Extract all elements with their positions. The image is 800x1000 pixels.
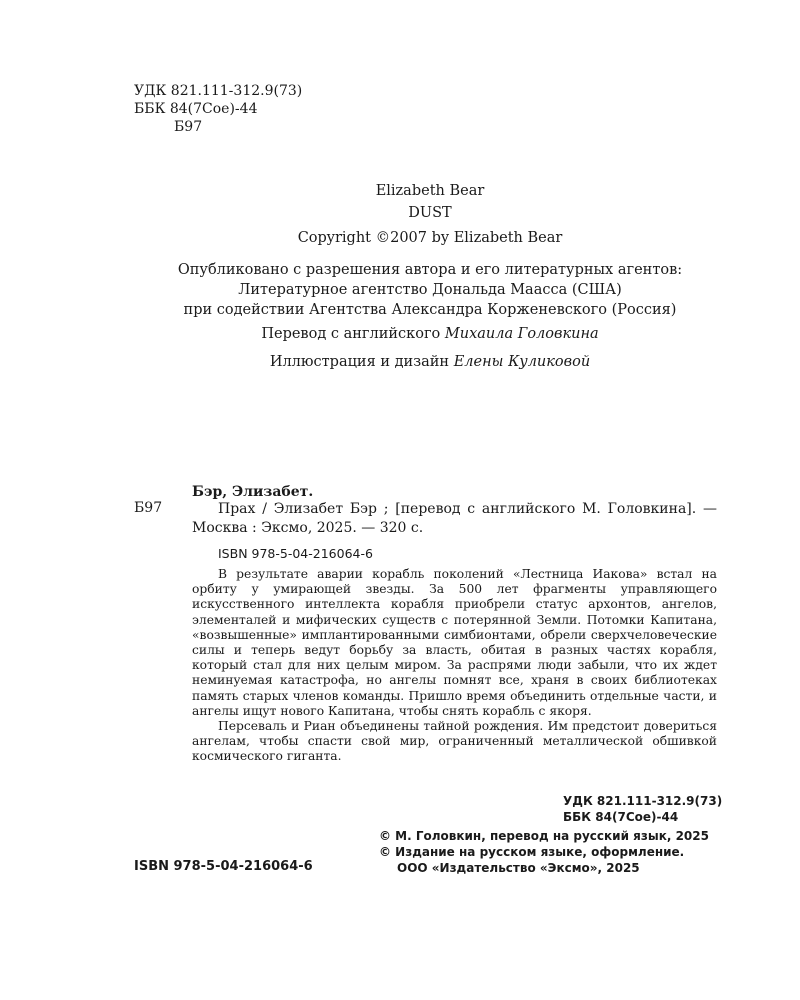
original-title: DUST (408, 205, 452, 221)
copyright-translation: © М. Головкин, перевод на русский язык, 2025 (379, 829, 709, 843)
copyright-block (379, 828, 709, 876)
illustration-credit (0, 354, 800, 370)
bbk-code: ББК 84(7Сое)-44 (134, 101, 258, 117)
original-info (0, 180, 800, 224)
illustrator-name: Елены Куликовой (453, 354, 591, 370)
annotation (192, 567, 717, 765)
translation-credit (0, 326, 800, 342)
catalog-classification (563, 793, 722, 825)
catalog-udk: УДК 821.111-312.9(73) (563, 794, 723, 808)
catalog-title-entry: Прах / Элизабет Бэр ; [перевод с английского М. Головкина]. — Москва : Эксмо, 2025. — 320 с. (192, 501, 717, 536)
rights-notice (0, 260, 800, 320)
rights-line-1: Опубликовано с разрешения автора и его литературных агентов: (177, 262, 683, 278)
catalog-author-heading: Бэр, Элизабет. (192, 484, 314, 500)
udk-code: УДК 821.111-312.9(73) (134, 83, 303, 99)
translation-prefix: Перевод с английского (261, 326, 441, 342)
catalog-isbn: ISBN 978-5-04-216064-6 (218, 546, 373, 561)
annotation-paragraph-1: В результате аварии корабль поколений «Лестница Иакова» встал на орбиту у умирающей звезды. За 500 лет фрагменты управляющего искусственного интеллекта корабля приобрели статус архонтов, ангелов, элементалей и мифических существ с потерянной Земли. Потомки Капитана, «возвышенные» имплантированными симбионтами, обрели сверхчеловеческие силы и теперь ведут борьбу за власть, обитая в разных частях корабля, который стал для них целым миром. За распрями люди забыли, что их ждет неминуемая катастрофа, но ангелы помнят все, храня в своих библиотеках память старых членов команды. Пришло время объединить отдельные части, и ангелы ищут нового Капитана, чтобы снять корабль с якоря. (192, 567, 717, 718)
original-copyright: Copyright ©2007 by Elizabeth Bear (297, 230, 563, 246)
catalog-mark: Б97 (134, 500, 163, 516)
original-author: Elizabeth Bear (375, 183, 485, 199)
catalog-bbk: ББК 84(7Сое)-44 (563, 810, 679, 824)
translator-name: Михаила Головкина (444, 326, 599, 342)
classification-block (134, 82, 302, 136)
copyright-edition: © Издание на русском языке, оформление. (379, 845, 685, 859)
author-mark: Б97 (174, 119, 203, 135)
footer-isbn: ISBN 978-5-04-216064-6 (134, 859, 313, 874)
rights-line-2: Литературное агентство Дональда Маасса (США) (238, 282, 622, 298)
copyright-publisher: ООО «Издательство «Эксмо», 2025 (397, 861, 640, 875)
annotation-paragraph-2: Персеваль и Риан объединены тайной рождения. Им предстоит довериться ангелам, чтобы спасти свой мир, ограниченный металлической обшивкой космического гиганта. (192, 719, 717, 764)
rights-line-3: при содействии Агентства Александра Корженевского (Россия) (183, 302, 677, 318)
illustration-prefix: Иллюстрация и дизайн (269, 354, 450, 370)
